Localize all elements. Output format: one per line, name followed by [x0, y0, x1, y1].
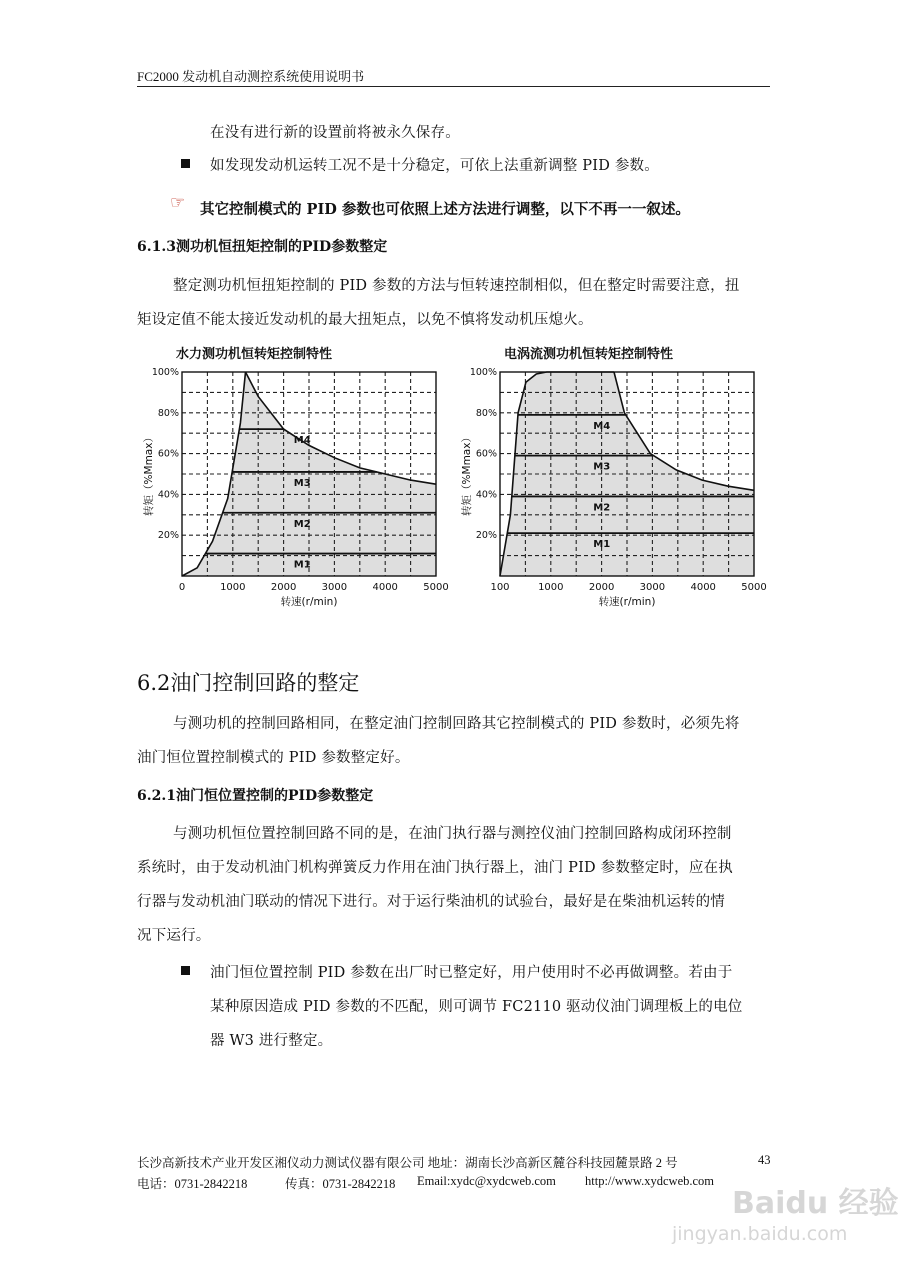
y-tick-label: 20%	[475, 530, 497, 542]
section-6-2-1-heading: 6.2.1油门恒位置控制的PID参数整定	[137, 788, 374, 804]
baidu-watermark-logo: Baidu 经验	[732, 1186, 899, 1221]
section-6-2-paragraph-line1: 与测功机的控制回路相同，在整定油门控制回路其它控制模式的 PID 参数时，必须先将	[173, 716, 740, 732]
paragraph-continuation: 在没有进行新的设置前将被永久保存。	[210, 125, 460, 141]
bullet-item-2-line3: 器 W3 进行整定。	[210, 1033, 333, 1049]
level-label-m1: M1	[293, 559, 311, 571]
y-tick-label: 60%	[475, 448, 497, 460]
level-label-m1: M1	[593, 539, 611, 551]
bullet-item-2-line2: 某种原因造成 PID 参数的不匹配，则可调节 FC2110 驱动仪油门调理板上的电位	[210, 999, 743, 1015]
y-tick-label: 80%	[157, 407, 179, 419]
x-tick-label: 0	[178, 582, 186, 593]
x-tick-label: 3000	[639, 582, 666, 593]
x-axis-label: 转速(r/min)	[598, 596, 656, 608]
section-6-1-3-heading: 6.1.3测功机恒扭矩控制的PID参数整定	[137, 239, 388, 255]
x-tick-label: 1000	[538, 582, 564, 593]
page-header-title: FC2000 发动机自动测控系统使用说明书	[137, 69, 365, 84]
level-label-m4: M4	[293, 435, 311, 447]
header-divider	[137, 86, 770, 87]
x-axis-label: 转速(r/min)	[280, 596, 338, 608]
eddy-current-dyno-torque-chart	[458, 340, 768, 615]
section-6-1-3-paragraph-line2: 矩设定值不能太接近发动机的最大扭矩点，以免不慎将发动机压熄火。	[137, 312, 593, 328]
bullet-item-2-line1: 油门恒位置控制 PID 参数在出厂时已整定好，用户使用时不必再做调整。若由于	[210, 965, 733, 981]
x-tick-label: 100	[490, 582, 510, 593]
x-tick-label: 2000	[270, 582, 297, 593]
x-tick-label: 2000	[588, 582, 615, 593]
section-6-2-1-line2: 系统时，由于发动机油门机构弹簧反力作用在油门执行器上，油门 PID 参数整定时，应在执	[137, 860, 733, 876]
bullet-item-1: 如发现发动机运转工况不是十分稳定，可依上法重新调整 PID 参数。	[210, 158, 659, 174]
bullet-square-icon	[181, 159, 190, 168]
page-number: 43	[758, 1153, 771, 1167]
hydraulic-dyno-torque-chart	[140, 340, 450, 615]
footer-phone: 电话：0731-2842218	[137, 1177, 248, 1191]
level-label-m4: M4	[593, 420, 611, 432]
y-tick-label: 100%	[469, 367, 497, 378]
y-tick-label: 20%	[157, 530, 179, 542]
section-6-2-heading: 6.2油门控制回路的整定	[137, 671, 360, 695]
level-label-m3: M3	[593, 461, 611, 473]
x-tick-label: 5000	[423, 582, 449, 593]
section-6-2-1-line1: 与测功机恒位置控制回路不同的是，在油门执行器与测控仪油门控制回路构成闭环控制	[173, 826, 732, 842]
x-tick-label: 5000	[741, 582, 767, 593]
footer-website[interactable]: http://www.xydcweb.com	[585, 1174, 715, 1188]
pointing-hand-icon: ☞	[170, 193, 186, 213]
y-tick-label: 100%	[151, 367, 179, 378]
y-axis-label: 转矩（%Mmax）	[143, 432, 155, 516]
x-tick-label: 4000	[690, 582, 716, 593]
section-6-2-1-line4: 况下运行。	[137, 928, 211, 944]
section-6-2-1-line3: 行器与发动机油门联动的情况下进行。对于运行柴油机的试验台，最好是在柴油机运转的情	[137, 894, 725, 910]
baidu-watermark-url: jingyan.baidu.com	[672, 1223, 848, 1245]
x-tick-label: 1000	[220, 582, 246, 593]
level-label-m3: M3	[293, 477, 311, 489]
note-text: 其它控制模式的 PID 参数也可依照上述方法进行调整，以下不再一一叙述。	[200, 201, 690, 218]
bullet-square-icon	[181, 966, 190, 975]
chart-title: 水力测功机恒转矩控制特性	[176, 347, 333, 362]
footer-company-address: 长沙高新技术产业开发区湘仪动力测试仪器有限公司 地址：湖南长沙高新区麓谷科技园麓景路 2 号	[137, 1156, 678, 1170]
y-tick-label: 60%	[157, 448, 179, 460]
y-axis-label: 转矩（%Mmax）	[461, 432, 473, 516]
y-tick-label: 80%	[475, 407, 497, 419]
x-tick-label: 4000	[372, 582, 398, 593]
footer-fax: 传真：0731-2842218	[285, 1177, 396, 1191]
y-tick-label: 40%	[475, 489, 497, 501]
x-tick-label: 3000	[321, 582, 348, 593]
footer-email[interactable]: Email:xydc@xydcweb.com	[417, 1174, 556, 1188]
section-6-2-paragraph-line2: 油门恒位置控制模式的 PID 参数整定好。	[137, 750, 410, 766]
section-6-1-3-paragraph-line1: 整定测功机恒扭矩控制的 PID 参数的方法与恒转速控制相似，但在整定时需要注意，扭	[173, 278, 740, 294]
y-tick-label: 40%	[157, 489, 179, 501]
chart-title: 电涡流测功机恒转矩控制特性	[504, 347, 674, 362]
level-label-m2: M2	[293, 518, 311, 530]
level-label-m2: M2	[593, 502, 611, 514]
